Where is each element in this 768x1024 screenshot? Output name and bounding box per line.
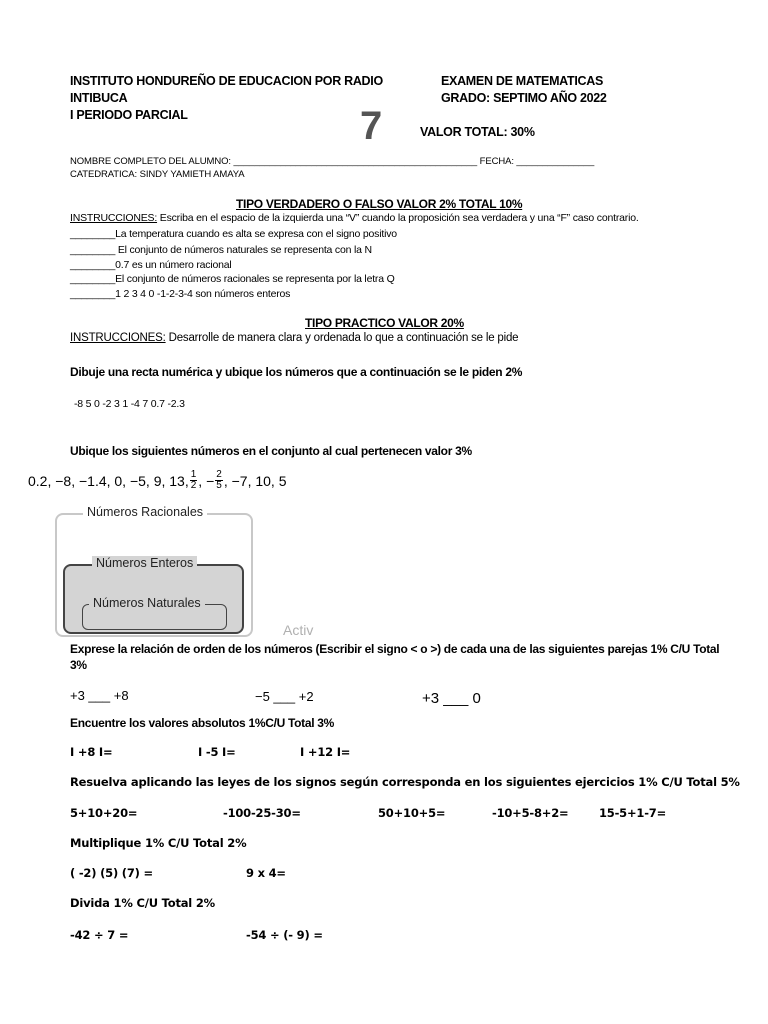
number-line-values: -8 5 0 -2 3 1 -4 7 0.7 -2.3 (74, 398, 185, 410)
tf-item: ________0.7 es un número racional (70, 259, 232, 271)
order-pair: +3 ___ +8 (70, 688, 129, 703)
period-label: I PERIODO PARCIAL (70, 108, 188, 122)
absolute-item: I +8 I= (70, 745, 113, 759)
integer-set-label: Números Enteros (92, 556, 197, 570)
signs-item: 5+10+20= (70, 806, 138, 820)
numbers-part-a: 0.2, −8, −1.4, 0, −5, 9, 13, (28, 472, 189, 489)
divide-item: -54 ÷ (- 9) = (246, 928, 323, 942)
numbers-part-b: , − (198, 472, 215, 489)
fraction-two-fifths (215, 470, 223, 491)
numbers-part-c: , −7, 10, 5 (223, 472, 287, 489)
order-pair: +3 ___ 0 (422, 690, 481, 707)
multiply-item: 9 x 4= (246, 866, 286, 880)
fraction-one-half (190, 470, 198, 491)
signs-item: 15-5+1-7= (599, 806, 667, 820)
rational-set-label: Números Racionales (83, 505, 207, 519)
order-pair: −5 ___ +2 (255, 689, 314, 704)
tf-item: ________ El conjunto de números naturales se representa con la N (70, 244, 372, 256)
multiply-item: ( -2) (5) (7) = (70, 866, 153, 880)
natural-set-label: Números Naturales (89, 596, 205, 610)
region-name: INTIBUCA (70, 91, 128, 105)
instructions-text: Escriba en el espacio de la izquierda una “V” cuando la proposición sea verdadera y una “F” caso contrario. (157, 212, 639, 224)
section1-instructions (70, 212, 639, 224)
teacher-line: CATEDRATICA: SINDY YAMIETH AMAYA (70, 169, 245, 180)
signs-item: -100-25-30= (223, 806, 301, 820)
question-signs: Resuelva aplicando las leyes de los signos según corresponda en los siguientes ejercicios 1% C/U Total 5% (70, 775, 740, 789)
sets-numbers (28, 470, 287, 491)
institute-name: INSTITUTO HONDUREÑO DE EDUCACION POR RADIO (70, 74, 383, 88)
signs-item: 50+10+5= (378, 806, 446, 820)
question-number-line: Dibuje una recta numérica y ubique los números que a continuación se le piden 2% (70, 365, 523, 379)
tf-item: ________El conjunto de números racionales se representa por la letra Q (70, 273, 395, 285)
tf-item: ________La temperatura cuando es alta se expresa con el signo positivo (70, 228, 397, 240)
absolute-item: I +12 I= (300, 745, 351, 759)
grade-label: GRADO: SEPTIMO AÑO 2022 (441, 91, 607, 105)
instructions-label: INSTRUCCIONES: (70, 212, 158, 224)
question-divide: Divida 1% C/U Total 2% (70, 896, 215, 910)
section2-instructions (70, 332, 518, 344)
section2-title: TIPO PRACTICO VALOR 20% (305, 316, 464, 330)
instructions-text: Desarrolle de manera clara y ordenada lo que a continuación se le pide (165, 332, 519, 344)
question-multiply: Multiplique 1% C/U Total 2% (70, 836, 247, 850)
section1-title: TIPO VERDADERO O FALSO VALOR 2% TOTAL 10% (236, 197, 523, 211)
fraction-denominator: 5 (216, 480, 222, 491)
question-order: Exprese la relación de orden de los números (Escribir el signo < o >) de cada una de las siguientes parejas 1% C/U Total (70, 642, 720, 656)
divide-item: -42 ÷ 7 = (70, 928, 129, 942)
total-value: VALOR TOTAL: 30% (420, 125, 535, 139)
student-name-line: NOMBRE COMPLETO DEL ALUMNO: _______________________________________________ FECHA: _______________ (70, 156, 595, 167)
question-order-cont: 3% (70, 658, 87, 672)
question-absolute: Encuentre los valores absolutos 1%C/U Total 3% (70, 716, 335, 730)
signs-item: -10+5-8+2= (492, 806, 569, 820)
fraction-numerator: 1 (190, 469, 197, 480)
watermark: Activ (283, 622, 314, 638)
instructions-label: INSTRUCCIONES: (70, 332, 166, 344)
exam-title: EXAMEN DE MATEMATICAS (441, 74, 603, 88)
question-sets: Ubique los siguientes números en el conjunto al cual pertenecen valor 3% (70, 444, 472, 458)
fraction-denominator: 2 (190, 480, 197, 491)
absolute-item: I -5 I= (198, 745, 236, 759)
tf-item: ________1 2 3 4 0 -1-2-3-4 son números enteros (70, 288, 291, 300)
fraction-numerator: 2 (216, 469, 222, 480)
grade-mark: 7 (360, 104, 383, 148)
